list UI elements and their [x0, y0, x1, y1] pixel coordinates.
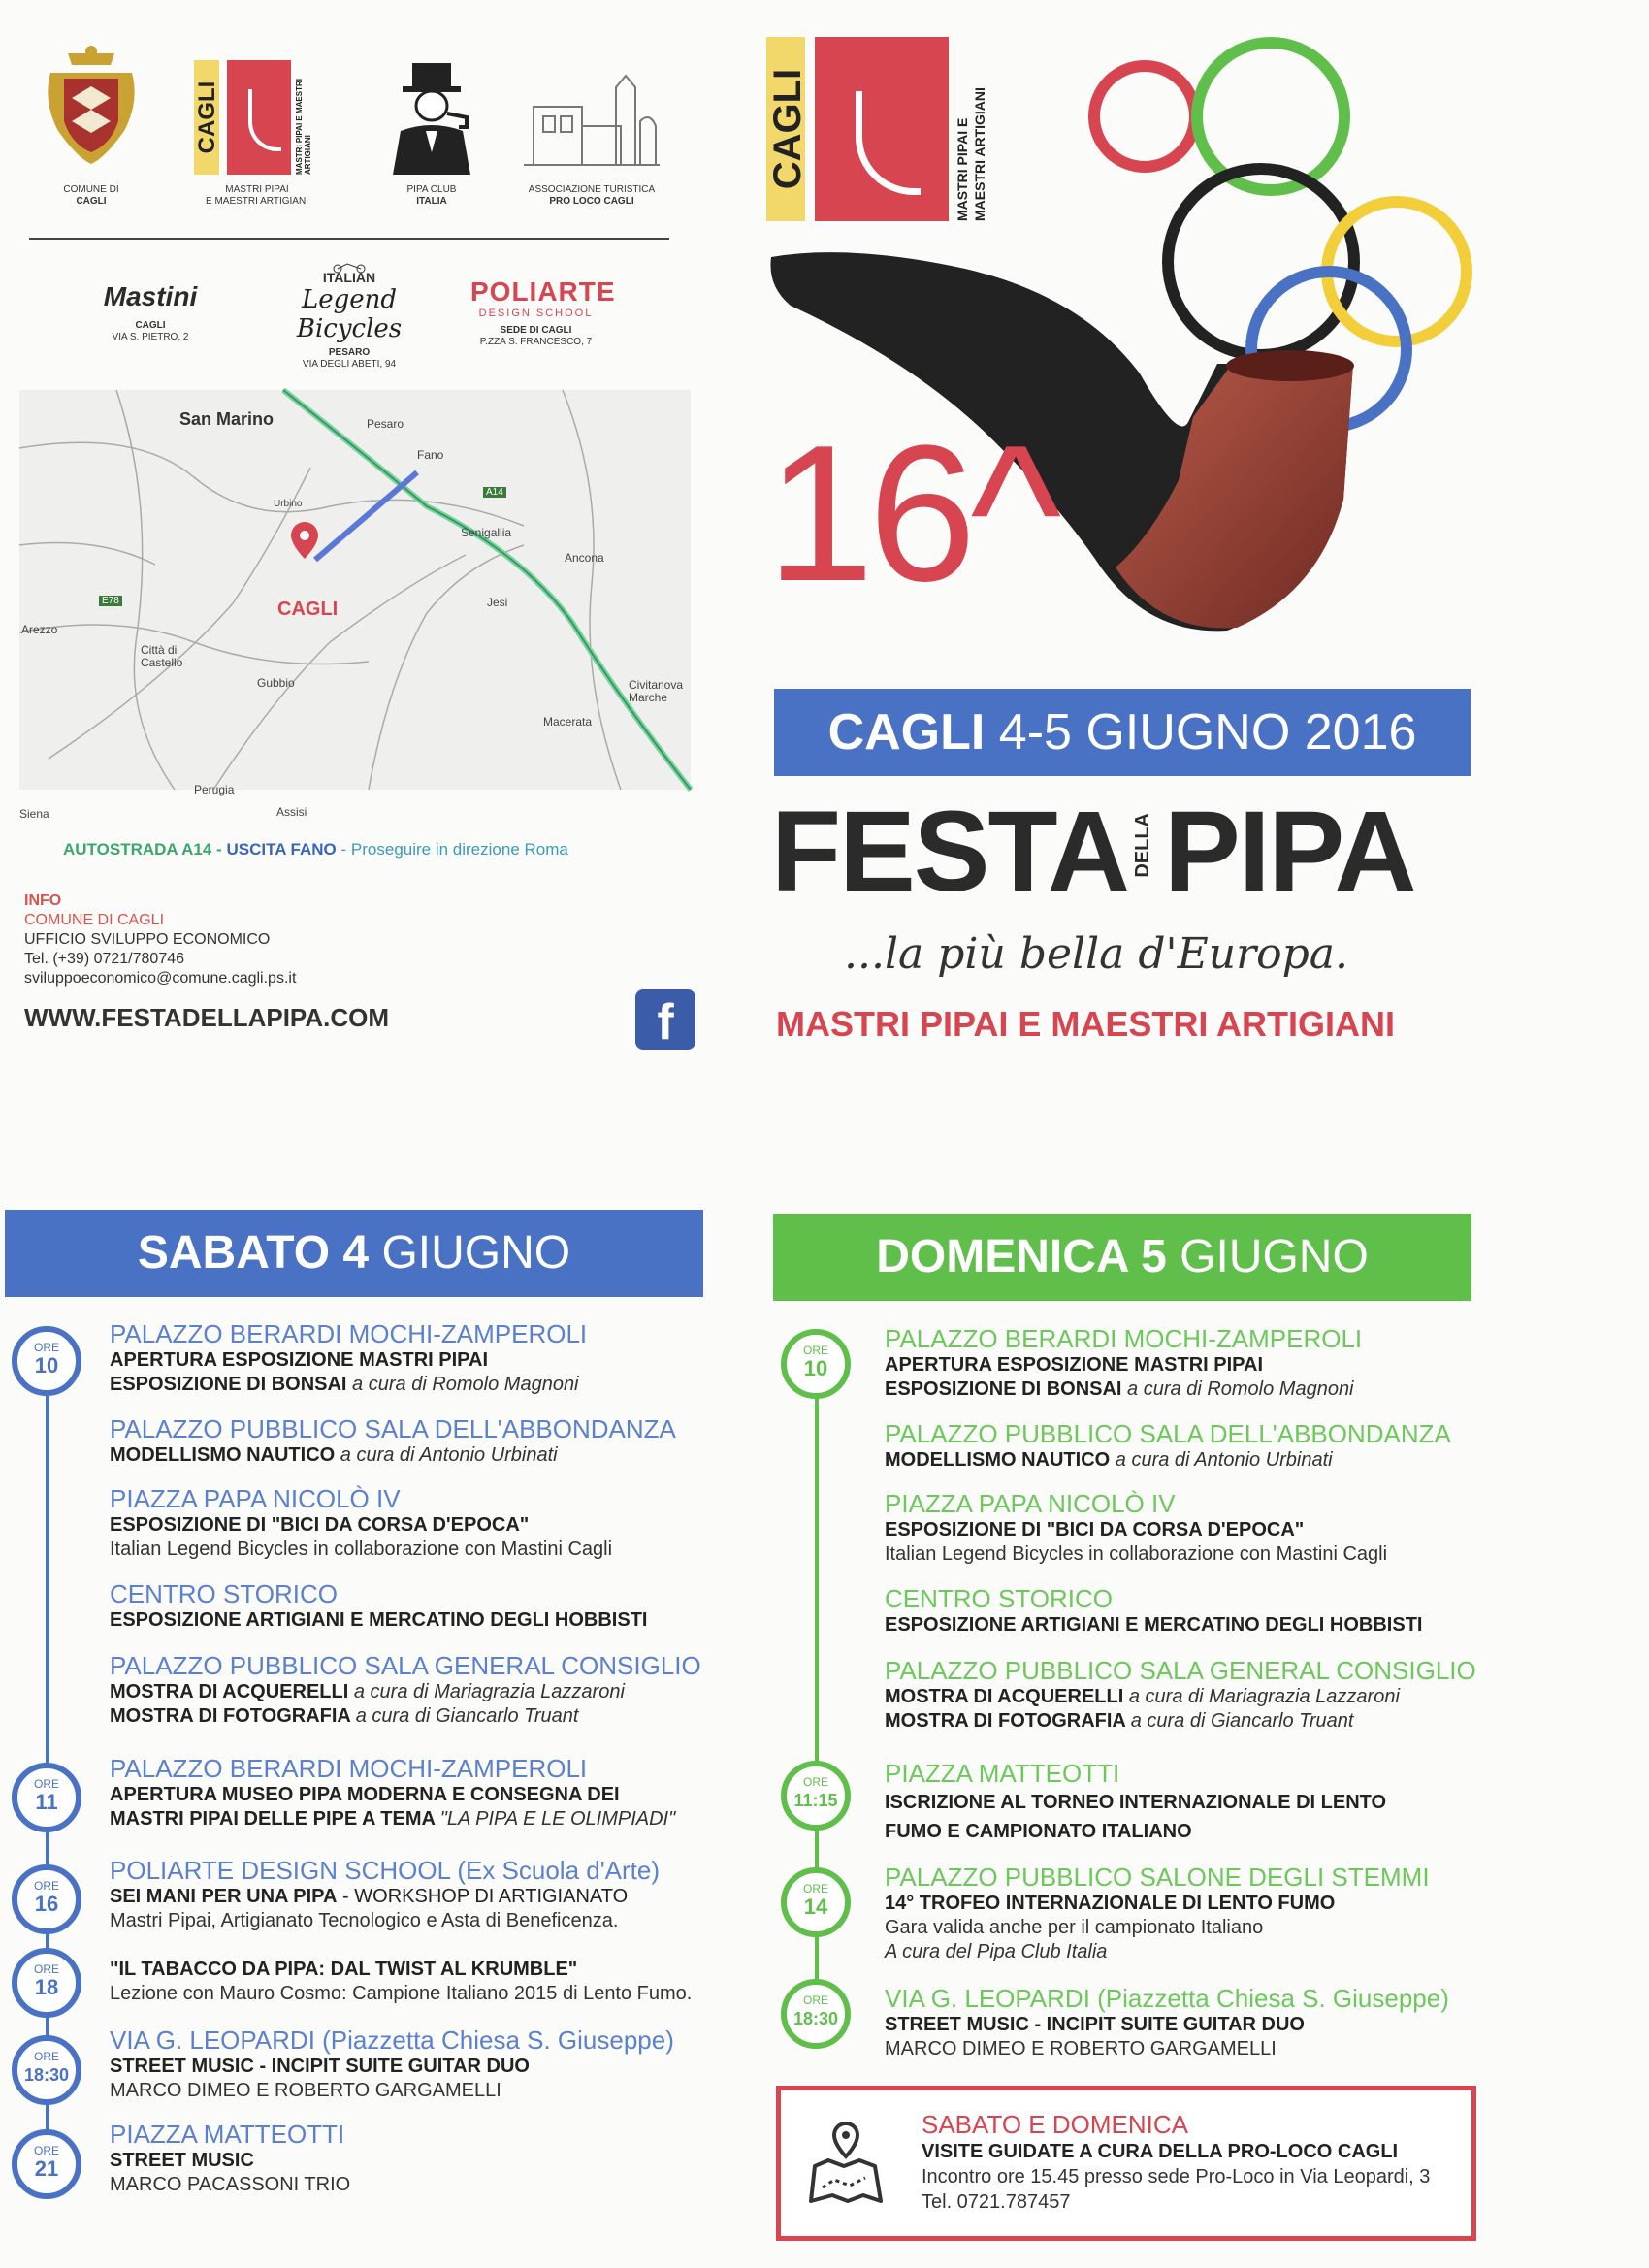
event-curator: a cura di Antonio Urbinati [340, 1444, 558, 1466]
info-email[interactable]: sviluppoeconomico@comune.cagli.ps.it [24, 970, 297, 987]
directions-note: - Proseguire in direzione Roma [336, 840, 568, 859]
sponsor-name: Legend Bicycles [296, 285, 403, 343]
sponsor-line: VIA DEGLI ABETI, 94 [302, 359, 397, 370]
title-festa: FESTA [771, 788, 1129, 916]
info-block [24, 892, 509, 1033]
event-item [885, 1759, 1386, 1846]
ore-label: ORE [802, 1882, 828, 1895]
smoking-man-icon [383, 63, 480, 175]
event-title: APERTURA ESPOSIZIONE MASTRI PIPAI [110, 1349, 489, 1371]
cover-brand-text: CAGLI [766, 68, 809, 190]
map-label: Senigallia [461, 526, 512, 539]
pro-loco-caption [504, 184, 679, 208]
sponsor-sub: DESIGN SCHOOL [478, 308, 594, 319]
event-title: STREET MUSIC - INCIPIT SUITE GUITAR DUO [885, 2014, 1305, 2035]
event-note: MARCO DIMEO E ROBERTO GARGAMELLI [110, 2080, 501, 2101]
cover-cagli-logo [766, 37, 999, 221]
time-value: 18:30 [792, 2009, 839, 2028]
event-curator: a cura di Romolo Magnoni [352, 1374, 579, 1395]
event-title: ESPOSIZIONE DI BONSAI [885, 1378, 1122, 1400]
date-text: 4-5 GIUGNO 2016 [985, 704, 1417, 761]
event-title: FUMO E CAMPIONATO ITALIANO [885, 1821, 1192, 1842]
event-item [110, 1414, 676, 1468]
event-item [110, 2025, 674, 2103]
time-value: 18 [34, 1975, 59, 1999]
event-item [885, 1863, 1430, 1964]
sponsor-line: SEDE DI CAGLI [500, 325, 572, 336]
sponsor-line: PESARO [328, 347, 371, 358]
sponsor-name: Mastini [103, 281, 198, 311]
info-website[interactable]: WWW.FESTADELLAPIPA.COM [24, 1003, 389, 1032]
sponsor-line: VIA S. PIETRO, 2 [112, 332, 189, 342]
event-item [885, 1584, 1422, 1637]
event-item [110, 1579, 647, 1633]
event-location: PIAZZA MATTEOTTI [110, 2120, 345, 2149]
event-title: MOSTRA DI FOTOGRAFIA [885, 1710, 1126, 1732]
edition-number: 16^ [766, 405, 1056, 622]
event-item [110, 1651, 701, 1729]
ore-label: ORE [33, 1879, 59, 1893]
pipa-club-logo [383, 63, 480, 175]
event-curator: a cura di Giancarlo Truant [355, 1705, 579, 1727]
event-item [885, 1419, 1451, 1473]
event-note: Lezione con Mauro Cosmo: Campione Italiano 2015 di Lento Fumo. [110, 1983, 693, 2004]
event-title: SEI MANI PER UNA PIPA [110, 1886, 338, 1907]
facebook-letter: f [657, 994, 674, 1051]
event-curator: a cura di Antonio Urbinati [1115, 1449, 1333, 1471]
visits-meeting: Incontro ore 15.45 presso sede Pro-Loco in Via Leopardi, 3 [922, 2166, 1431, 2187]
event-note: MARCO DIMEO E ROBERTO GARGAMELLI [885, 2038, 1277, 2059]
date-city: CAGLI [827, 704, 986, 761]
event-item [885, 1324, 1362, 1402]
time-badge [12, 1864, 81, 1934]
title-pipa: PIPA [1164, 788, 1415, 916]
event-note: "LA PIPA E LE OLIMPIADI" [439, 1808, 676, 1830]
ore-label: ORE [802, 1775, 828, 1789]
map-label: Arezzo [21, 623, 58, 636]
map-label: Fano [417, 448, 444, 462]
event-title: APERTURA MUSEO PIPA MODERNA E CONSEGNA DEI [110, 1784, 620, 1805]
map-label: A14 [483, 487, 506, 498]
caption-line: E MAESTRI ARTIGIANI [206, 196, 308, 207]
directions-exit: USCITA FANO [226, 840, 337, 859]
event-item [110, 1484, 612, 1562]
sponsor-line: CAGLI [135, 320, 166, 331]
time-badge [12, 2129, 81, 2199]
pipa-club-caption [373, 184, 490, 208]
ore-label: ORE [802, 1344, 828, 1357]
ore-label: ORE [33, 1341, 59, 1354]
brand-side-text: MASTRI PIPAI E MAESTRI ARTIGIANI [295, 79, 312, 175]
guided-visits-box [776, 2086, 1476, 2241]
time-badge [781, 1329, 851, 1399]
map-label: Perugia [194, 783, 235, 796]
event-location: CENTRO STORICO [885, 1584, 1113, 1613]
map-route-icon [805, 2118, 892, 2205]
time-value: 11 [35, 1790, 58, 1814]
event-title: ESPOSIZIONE ARTIGIANI E MERCATINO DEGLI HOBBISTI [885, 1614, 1423, 1636]
event-note: Gara valida anche per il campionato Italiano [885, 1917, 1264, 1938]
time-badge [12, 1763, 81, 1832]
event-title: ESPOSIZIONE DI BONSAI [110, 1374, 347, 1395]
map-label: San Marino [179, 409, 275, 429]
event-title: 14° TROFEO INTERNAZIONALE DI LENTO FUMO [885, 1893, 1336, 1914]
time-badge [12, 1948, 81, 2018]
bicycle-icon [262, 260, 436, 270]
caption-line: ASSOCIAZIONE TURISTICA [528, 184, 656, 195]
cover-brand-side: MASTRI PIPAI E [954, 117, 970, 221]
info-heading: INFO [24, 892, 62, 909]
event-item [110, 1319, 587, 1397]
event-location: PALAZZO PUBBLICO SALA GENERAL CONSIGLIO [110, 1651, 701, 1680]
event-curator: a cura di Mariagrazia Lazzaroni [1128, 1686, 1400, 1707]
map-label: Gubbio [257, 676, 295, 690]
map-label: Siena [19, 807, 49, 821]
time-value: 16 [34, 1892, 59, 1916]
visits-tel: Tel. 0721.787457 [922, 2191, 1071, 2213]
event-location: PALAZZO PUBBLICO SALONE DEGLI STEMMI [885, 1863, 1430, 1892]
event-location: PIAZZA MATTEOTTI [885, 1759, 1120, 1788]
ore-label: ORE [33, 2050, 59, 2063]
event-item [110, 2120, 350, 2197]
title-della: DELLA [1132, 813, 1153, 878]
event-title: MOSTRA DI ACQUERELLI [885, 1686, 1124, 1707]
location-map [19, 390, 691, 821]
map-label: Civitanova Marche [629, 678, 684, 704]
ore-label: ORE [33, 1962, 59, 1976]
event-note: Mastri Pipai, Artigianato Tecnologico e Asta di Beneficenza. [110, 1910, 619, 1931]
time-badge [12, 1326, 81, 1396]
event-item [885, 1489, 1387, 1567]
event-date-bar [774, 689, 1471, 776]
map-label: Città di Castello [141, 643, 183, 669]
info-org: COMUNE DI CAGLI [24, 912, 165, 928]
event-note: A cura del Pipa Club Italia [885, 1941, 1108, 1962]
sponsor-mastini [97, 281, 204, 343]
event-item [110, 1958, 692, 2006]
event-title: MASTRI PIPAI DELLE PIPE A TEMA [110, 1808, 436, 1830]
event-item [110, 1754, 675, 1831]
cover-subtitle: MASTRI PIPAI E MAESTRI ARTIGIANI [776, 1004, 1396, 1044]
event-item [885, 1984, 1449, 2061]
sponsor-top: ITALIAN [322, 270, 376, 285]
event-note: MARCO PACASSONI TRIO [110, 2174, 351, 2195]
event-title: MOSTRA DI ACQUERELLI [110, 1681, 349, 1702]
map-label: Ancona [565, 551, 604, 565]
event-curator: a cura di Giancarlo Truant [1130, 1710, 1354, 1732]
time-value: 11:15 [793, 1791, 838, 1810]
day-month: GIUGNO [1166, 1231, 1369, 1282]
info-office: UFFICIO SVILUPPO ECONOMICO [24, 931, 271, 948]
event-subtitle: - WORKSHOP DI ARTIGIANATO [337, 1886, 629, 1907]
event-location: PALAZZO BERARDI MOCHI-ZAMPEROLI [110, 1754, 588, 1783]
day-label: SABATO 4 [137, 1227, 370, 1279]
event-title: ISCRIZIONE AL TORNEO INTERNAZIONALE DI LENTO [885, 1792, 1387, 1813]
map-destination: CAGLI [277, 599, 339, 620]
event-location: PIAZZA PAPA NICOLÒ IV [885, 1489, 1176, 1518]
map-label: Pesaro [367, 417, 404, 431]
visits-heading: SABATO E DOMENICA [922, 2110, 1188, 2139]
brand-text: CAGLI [194, 81, 220, 154]
visits-title: VISITE GUIDATE A CURA DELLA PRO-LOCO CAGLI [922, 2141, 1399, 2162]
event-location: POLIARTE DESIGN SCHOOL (Ex Scuola d'Arte) [110, 1856, 661, 1885]
event-title: STREET MUSIC - INCIPIT SUITE GUITAR DUO [110, 2056, 530, 2077]
day-month: GIUGNO [369, 1227, 571, 1279]
caption-line: MASTRI PIPAI [225, 184, 289, 195]
pro-loco-logo [524, 68, 660, 175]
caption-line: PIPA CLUB [406, 184, 457, 195]
event-note: Italian Legend Bicycles in collaborazione con Mastini Cagli [885, 1543, 1388, 1565]
time-value: 10 [803, 1356, 828, 1380]
map-label: Assisi [276, 805, 307, 819]
time-badge [12, 2035, 81, 2105]
event-location: PALAZZO BERARDI MOCHI-ZAMPEROLI [885, 1324, 1363, 1353]
comune-caption [39, 184, 144, 208]
comune-crest-logo [39, 44, 144, 170]
time-badge [781, 1867, 851, 1937]
event-title: MOSTRA DI FOTOGRAFIA [110, 1705, 351, 1727]
facebook-icon[interactable] [635, 989, 695, 1050]
event-location: PALAZZO PUBBLICO SALA DELL'ABBONDANZA [110, 1414, 676, 1443]
tagline: ...la più bella d'Europa. [844, 929, 1349, 979]
event-location: VIA G. LEOPARDI (Piazzetta Chiesa S. Giuseppe) [110, 2025, 674, 2055]
cagli-brand-logo-small [194, 60, 320, 175]
event-title: ESPOSIZIONE DI "BICI DA CORSA D'EPOCA" [885, 1519, 1305, 1540]
time-value: 18:30 [23, 2065, 70, 2085]
caption-line: CAGLI [76, 196, 107, 207]
caption-line: COMUNE DI [63, 184, 119, 195]
map-label: Jesi [487, 596, 508, 609]
event-title: ESPOSIZIONE ARTIGIANI E MERCATINO DEGLI HOBBISTI [110, 1609, 648, 1631]
time-value: 14 [803, 1895, 828, 1919]
event-location: PIAZZA PAPA NICOLÒ IV [110, 1484, 401, 1513]
caption-line: ITALIA [416, 196, 447, 207]
ore-label: ORE [33, 1777, 59, 1791]
event-curator: a cura di Mariagrazia Lazzaroni [353, 1681, 625, 1702]
event-title: APERTURA ESPOSIZIONE MASTRI PIPAI [885, 1354, 1264, 1376]
logo-divider [29, 238, 669, 240]
directions-highway: AUTOSTRADA A14 - [63, 840, 227, 859]
sponsor-name: POLIARTE [470, 276, 616, 307]
event-title: STREET MUSIC [110, 2150, 254, 2171]
sponsor-poliarte [470, 276, 616, 348]
event-location: PALAZZO PUBBLICO SALA GENERAL CONSIGLIO [885, 1656, 1476, 1685]
event-note: Italian Legend Bicycles in collaborazione con Mastini Cagli [110, 1539, 613, 1560]
sponsor-legend-bicycles [262, 260, 436, 371]
caption-line: PRO LOCO CAGLI [549, 196, 634, 207]
map-label: E78 [99, 596, 122, 606]
event-location: CENTRO STORICO [110, 1579, 338, 1608]
festa-title [771, 786, 1479, 922]
sunday-header [773, 1214, 1471, 1301]
event-location: PALAZZO PUBBLICO SALA DELL'ABBONDANZA [885, 1419, 1451, 1448]
ore-label: ORE [802, 1993, 828, 2007]
map-directions [63, 840, 568, 859]
event-title: "IL TABACCO DA PIPA: DAL TWIST AL KRUMBLE" [110, 1959, 578, 1980]
event-item [110, 1856, 660, 1933]
event-title: MODELLISMO NAUTICO [110, 1444, 336, 1466]
map-roads [19, 390, 691, 790]
time-value: 21 [34, 2156, 59, 2181]
ore-label: ORE [33, 2144, 59, 2157]
event-title: ESPOSIZIONE DI "BICI DA CORSA D'EPOCA" [110, 1514, 530, 1536]
sponsor-line: P.ZZA S. FRANCESCO, 7 [479, 337, 593, 347]
building-sketch-icon [524, 68, 660, 175]
time-badge [781, 1979, 851, 2049]
crest-icon [39, 44, 144, 170]
map-label: Macerata [543, 715, 593, 729]
info-tel: Tel. (+39) 0721/780746 [24, 951, 185, 967]
event-location: VIA G. LEOPARDI (Piazzetta Chiesa S. Giuseppe) [885, 1984, 1449, 2013]
event-title: MODELLISMO NAUTICO [885, 1449, 1111, 1471]
saturday-header [5, 1210, 703, 1297]
time-badge [781, 1761, 851, 1831]
mastri-caption [184, 184, 330, 208]
time-value: 10 [34, 1353, 59, 1377]
event-item [885, 1656, 1476, 1733]
map-label: Urbino [274, 499, 303, 509]
cover-brand-side: MAESTRI ARTIGIANI [972, 87, 987, 221]
event-curator: a cura di Romolo Magnoni [1127, 1378, 1354, 1400]
day-label: DOMENICA 5 [876, 1231, 1167, 1282]
event-location: PALAZZO BERARDI MOCHI-ZAMPEROLI [110, 1319, 588, 1348]
